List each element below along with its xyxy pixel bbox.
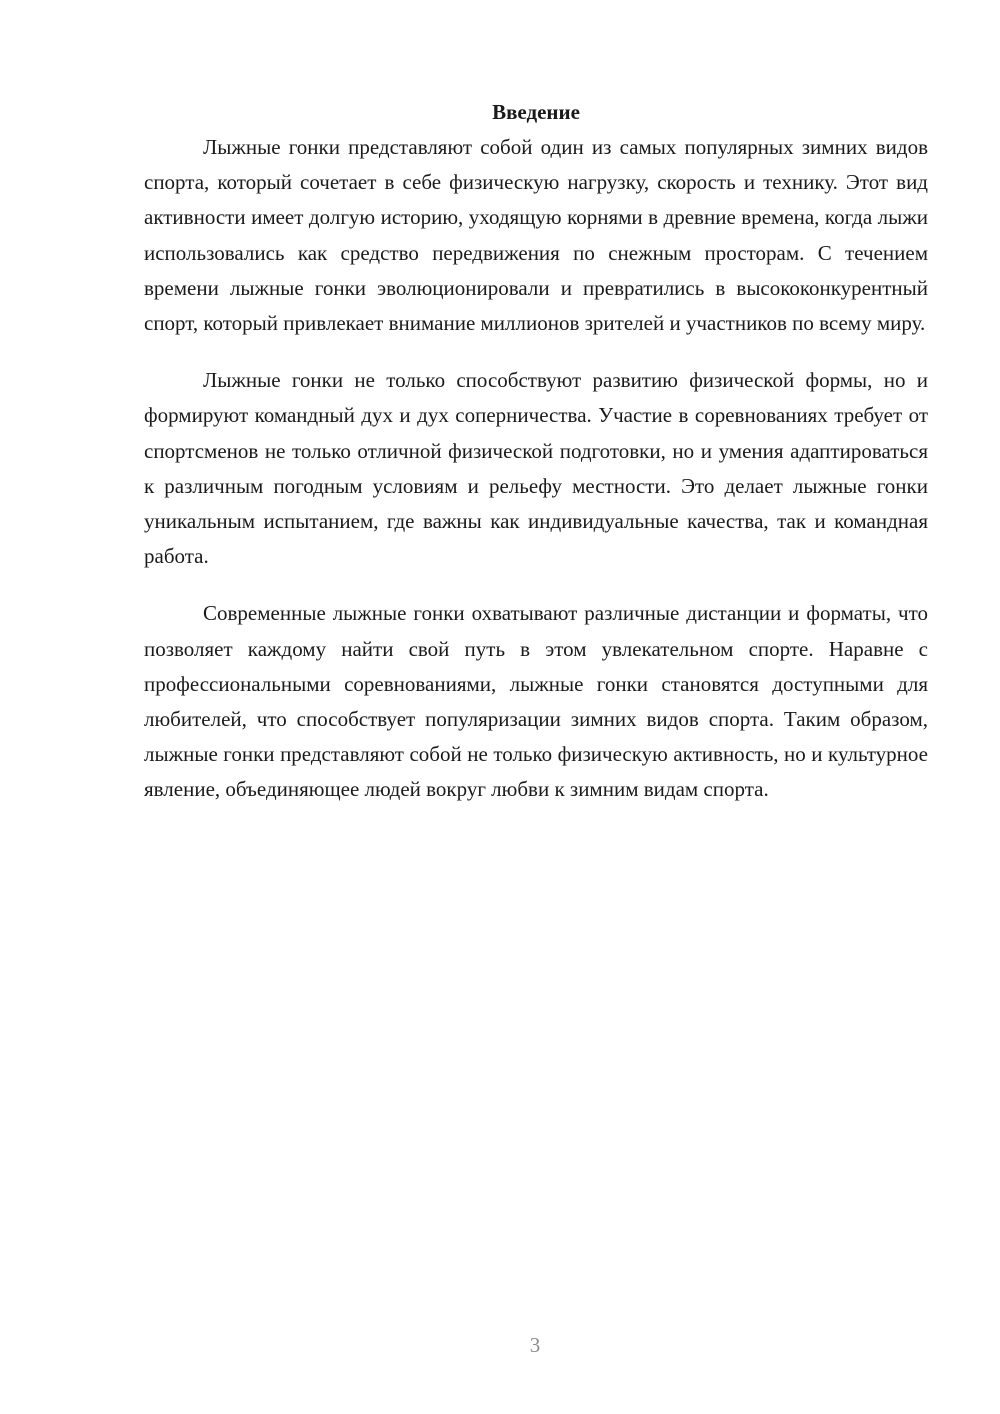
paragraph-3: Современные лыжные гонки охватывают различные дистанции и форматы, что позволяет каждому найти свой путь в этом увлекательном спорте. Наравне с профессиональными соревнованиями, лыжные гонки становятся доступными для любителей, что способствует популяризации зимних видов спорта. Таким образом, лыжные гонки представляют собой не только физическую активность, но и культурное явление, объединяющее людей вокруг любви к зимним видам спорта. [144, 601, 928, 802]
paragraph-1: Лыжные гонки представляют собой один из самых популярных зимних видов спорта, который сочетает в себе физическую нагрузку, скорость и технику. Этот вид активности имеет долгую историю, уходящую корнями в древние времена, когда лыжи использовались как средство передвижения по снежным просторам. С течением времени лыжные гонки эволюционировали и превратились в высококонкурентный спорт, который привлекает внимание миллионов зрителей и участников по всему миру. [144, 135, 928, 336]
page-number: 3 [529, 1333, 541, 1357]
page-content [144, 96, 928, 830]
section-title: Введение [492, 100, 580, 124]
paragraph-2: Лыжные гонки не только способствуют развитию физической формы, но и формируют командный дух и дух соперничества. Участие в соревнованиях требует от спортсменов не только отличной физической подготовки, но и умения адаптироваться к различным погодным условиям и рельефу местности. Это делает лыжные гонки уникальным испытанием, где важны как индивидуальные качества, так и командная работа. [144, 368, 928, 569]
